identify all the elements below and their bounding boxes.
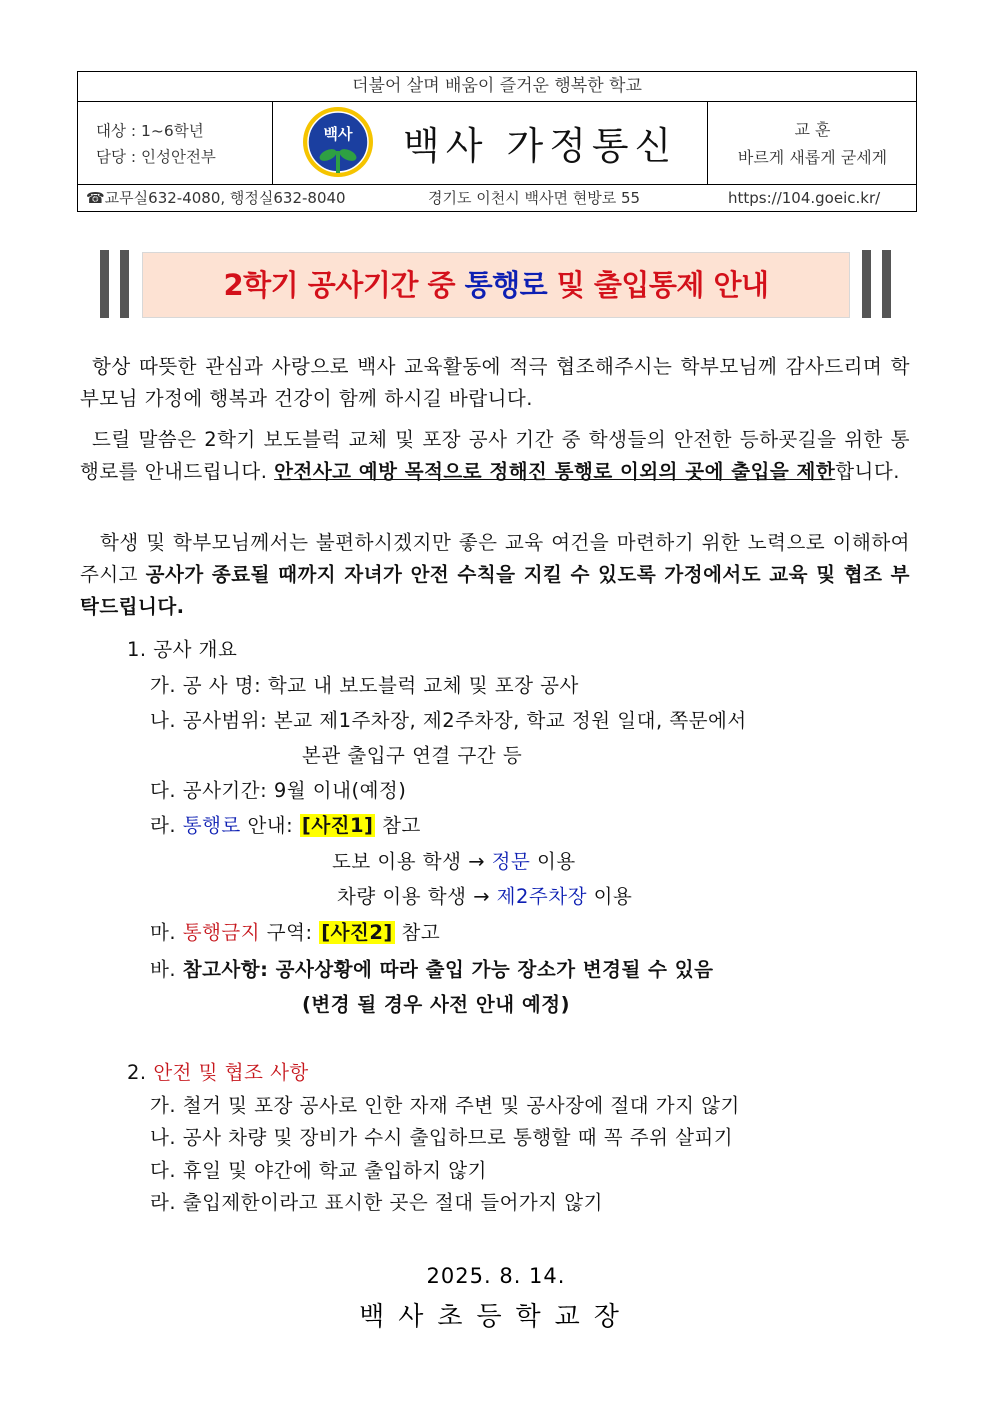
section2-num: 2. [127, 1061, 154, 1084]
school-url[interactable]: https://104.goeic.kr/ [728, 189, 881, 207]
intro-paragraph-1: 항상 따뜻한 관심과 사랑으로 백사 교육활동에 적극 협조해주시는 학부모님께 감사드리며 학부모님 가정에 행복과 건강이 함께 하시길 바랍니다. [80, 355, 910, 410]
item-d-mid: 안내: [240, 814, 300, 837]
logo-text: 백사 [323, 125, 353, 143]
section1-item-f-note: (변경 될 경우 사전 안내 예정) [302, 993, 570, 1016]
walk-route [332, 846, 576, 874]
walk-b: 정문 [491, 850, 531, 873]
photo2-tag: [사진2] [321, 921, 393, 944]
section1-item-c: 다. 공사기간: 9월 이내(예정) [150, 779, 407, 802]
section1-heading: 1. 공사 개요 [127, 638, 238, 661]
phone-numbers: ☎교무실632-4080, 행정실632-8040 [86, 189, 346, 207]
banner-text-1: 2학기 공사기간 중 [223, 268, 465, 302]
header-middle [78, 101, 916, 184]
section2-heading [127, 1057, 309, 1085]
item-b-label: 나. 공사범위: [150, 709, 274, 732]
section2-item-b: 나. 공사 차량 및 장비가 수시 출입하므로 통행할 때 꼭 주위 살피기 [150, 1126, 734, 1149]
header-footer [78, 184, 916, 211]
walk-c: 이용 [530, 850, 576, 873]
intro-paragraph-3 [80, 527, 910, 623]
header-center [273, 101, 707, 184]
p2-text-c: 합니다. [835, 460, 900, 483]
item-e-suffix: 참고 [394, 921, 441, 944]
newsletter-title: 백사 가정통신 [403, 124, 678, 168]
section2-title: 안전 및 협조 사항 [153, 1061, 309, 1084]
item-f-text: 참고사항: 공사상황에 따라 출입 가능 장소가 변경될 수 있음 [182, 958, 714, 981]
owner-line: 담당 : 인성안전부 [96, 148, 216, 166]
item-d-prefix: 라. [150, 814, 183, 837]
car-c: 이용 [586, 885, 633, 908]
item-e-mid: 구역: [260, 921, 320, 944]
principal-signature: 백사초등학교장 [359, 1302, 633, 1332]
car-route [337, 881, 632, 909]
item-e-red: 통행금지 [182, 921, 261, 944]
section1-item-a: 가. 공 사 명: 학교 내 보도블럭 교체 및 포장 공사 [150, 674, 579, 697]
notice-title-banner [142, 252, 850, 318]
car-a: 차량 이용 학생 → [337, 885, 497, 908]
section2-item-c: 다. 휴일 및 야간에 학교 출입하지 않기 [150, 1159, 487, 1182]
banner-text-2: 통행로 [464, 268, 548, 302]
school-motto-box [707, 101, 917, 184]
section2-item-d: 라. 출입제한이라고 표시한 곳은 절대 들어가지 않기 [150, 1191, 603, 1214]
intro-paragraph-2 [80, 424, 910, 488]
motto-label: 교 훈 [794, 120, 831, 139]
item-e-prefix: 마. [150, 921, 183, 944]
section2-item-a: 가. 철거 및 포장 공사로 인한 자재 주변 및 공사장에 절대 가지 않기 [150, 1094, 740, 1117]
photo1-tag: [사진1] [301, 814, 374, 837]
item-d-blue: 통행로 [182, 814, 241, 837]
p2-text-a: 드릴 말씀은 2학기 보도블럭 교체 및 포장 공사 기간 중 학생들의 안전한 등하굣길을 위한 통행로를 안내드립니다. [80, 428, 910, 483]
banner-text-3: 및 출입통제 안내 [547, 268, 769, 302]
target-info [78, 101, 273, 184]
p2-underlined: 안전사고 예방 목적으로 정해진 통행로 이외의 곳에 출입을 제한 [274, 460, 836, 483]
section1-item-b-cont: 본관 출입구 연결 구간 등 [302, 744, 523, 767]
section1-item-b [150, 705, 747, 733]
school-logo [301, 105, 375, 179]
item-d-suffix: 참고 [375, 814, 421, 837]
section1-item-e [150, 917, 440, 945]
p3-bold: 공사가 종료될 때까지 자녀가 안전 수칙을 지킬 수 있도록 가정에서도 교육 및 협조 부탁드립니다. [80, 563, 910, 618]
walk-a: 도보 이용 학생 → [332, 850, 492, 873]
school-motto-line: 더불어 살며 배움이 즐거운 행복한 학교 [78, 72, 916, 102]
notice-date: 2025. 8. 14. [426, 1264, 566, 1288]
car-b: 제2주차장 [496, 885, 587, 908]
newsletter-header [77, 71, 917, 212]
p3-text-a: 학생 및 학부모님께서는 불편하시겠지만 좋은 교육 여건을 마련하기 위한 노력으로 이해하여 주시고 [80, 531, 910, 586]
school-address: 경기도 이천시 백사면 현방로 55 [428, 189, 641, 207]
target-line: 대상 : 1~6학년 [96, 122, 204, 140]
item-b-text1: 본교 제1주차장, 제2주차장, 학교 정원 일대, 쪽문에서 [273, 709, 747, 732]
section1-item-d [150, 810, 421, 838]
motto-text: 바르게 새롭게 굳세게 [737, 148, 888, 167]
item-f-prefix: 바. [150, 958, 183, 981]
section1-item-f [150, 954, 713, 982]
